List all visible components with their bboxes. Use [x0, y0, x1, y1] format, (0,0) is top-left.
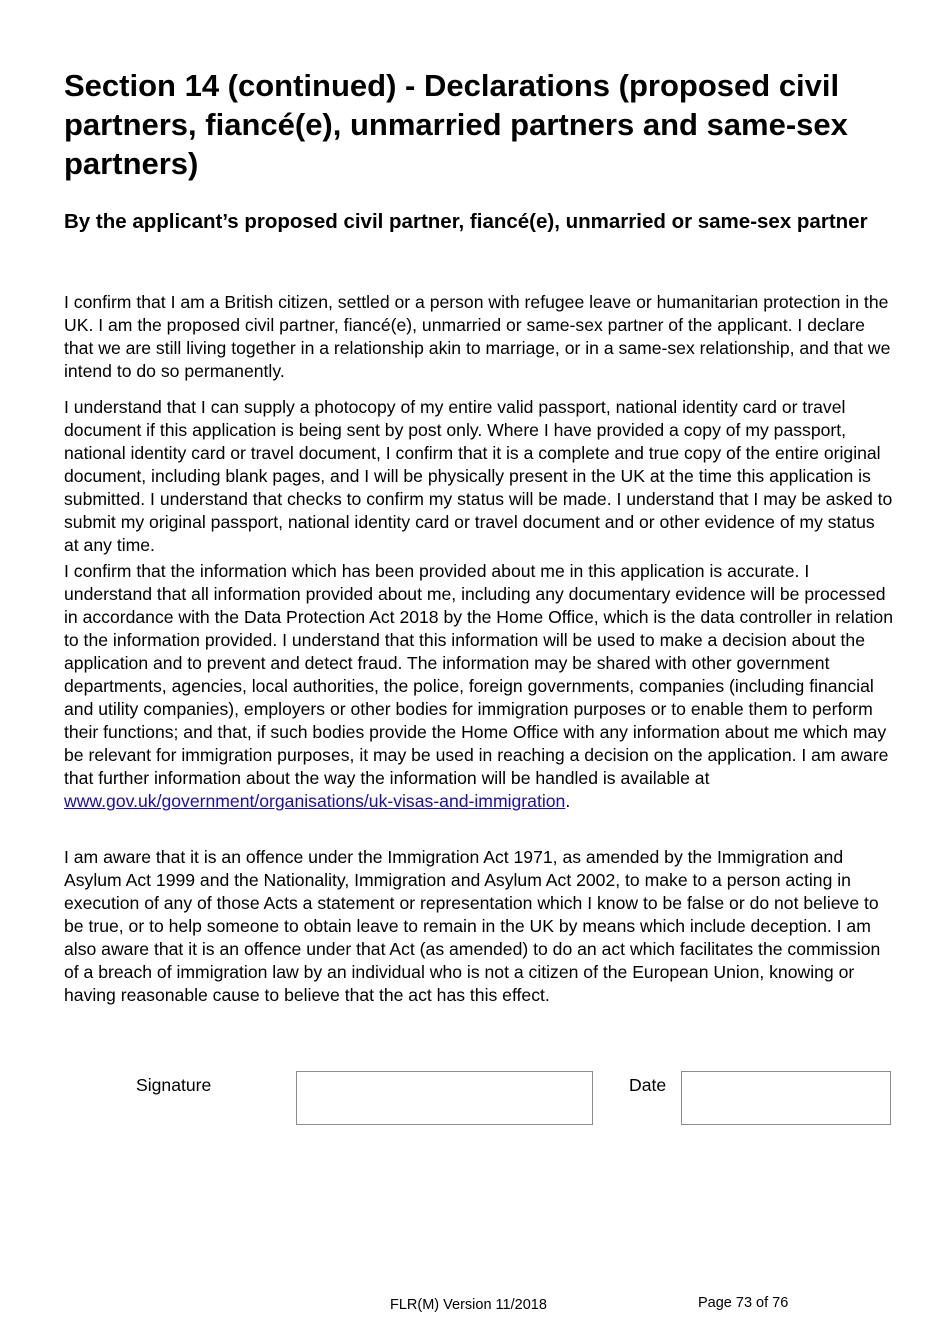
date-field[interactable] — [681, 1071, 891, 1125]
signature-label: Signature — [136, 1075, 212, 1095]
declaration-paragraph-documents: I understand that I can supply a photocopy of my entire valid passport, national identity card or travel document if this application is being sent by post only. Where I have provided a copy of my passport, national identity card or travel document, I confirm that it is a complete and true copy of the entire original document, including blank pages, and I will be physically present in the UK at the time this application is submitted. I understand that checks to confirm my status will be made. I understand that I may be asked to submit my original passport, national identity card or travel document and or other evidence of my status at any time. — [64, 397, 893, 555]
date-label: Date — [629, 1075, 667, 1095]
section-subtitle: By the applicant’s proposed civil partner, fiancé(e), unmarried or same-sex partner — [64, 210, 868, 233]
form-version: FLR(M) Version 11/2018 — [390, 1297, 547, 1313]
data-protection-text: I confirm that the information which has been provided about me in this application is accurate. I understand that all information provided about me, including any documentary evidence will be processed in accordance with the Data Protection Act 2018 by the Home Office, which is the data controller in relation to the information provided. I understand that this information will be used to make a decision about the application and to prevent and detect fraud. The information may be shared with other government departments, agencies, local authorities, the police, foreign governments, companies (including financial and utility companies), employers or other bodies for immigration purposes or to enable them to perform their functions; and that, if such bodies provide the Home Office with any information about me which may be relevant for immigration purposes, it may be used in reaching a decision on the application. I am aware that further information about the way the information will be handled is available at — [64, 561, 893, 788]
page-title: Section 14 (continued) - Declarations (proposed civil partners, fiancé(e), unmarried partners and same-sex partners) — [64, 68, 848, 181]
declaration-paragraph-status: I confirm that I am a British citizen, settled or a person with refugee leave or humanitarian protection in the UK. I am the proposed civil partner, fiancé(e), unmarried or same-sex partner of the applicant. I declare that we are still living together in a relationship akin to marriage, or in a same-sex relationship, and that we intend to do so permanently. — [64, 292, 891, 381]
page-number: Page 73 of 76 — [698, 1295, 789, 1311]
data-protection-text-end: . — [565, 791, 571, 811]
gov-uk-link[interactable]: www.gov.uk/government/organisations/uk-visas-and-immigration — [64, 791, 566, 811]
signature-field[interactable] — [296, 1071, 593, 1125]
declaration-paragraph-data-protection — [64, 560, 894, 813]
declaration-paragraph-offence: I am aware that it is an offence under the Immigration Act 1971, as amended by the Immigration and Asylum Act 1999 and the Nationality, Immigration and Asylum Act 2002, to make to a person acting in execution of any of those Acts a statement or representation which I know to be false or do not believe to be true, or to help someone to obtain leave to remain in the UK by means which include deception. I am also aware that it is an offence under that Act (as amended) to do an act which facilitates the commission of a breach of immigration law by an individual who is not a citizen of the European Union, knowing or having reasonable cause to believe that the act has this effect. — [64, 847, 881, 1005]
